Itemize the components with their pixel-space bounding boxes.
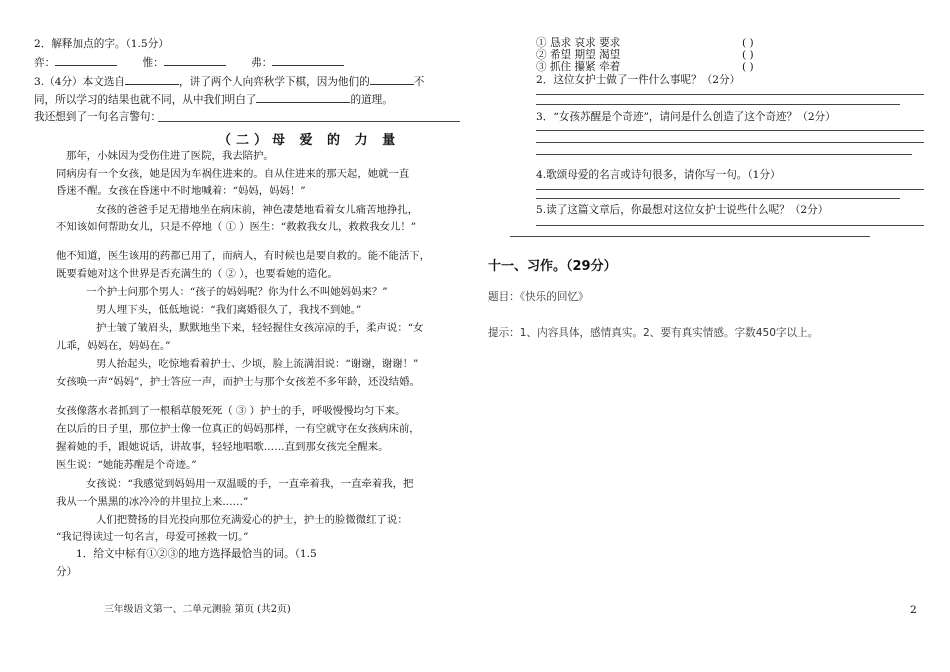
answer-blank-yi[interactable] bbox=[55, 55, 117, 66]
question-3-line1: 3.（4分）本文选自 ，讲了两个人向弈秋学下棋，因为他们的 不 bbox=[34, 76, 425, 88]
term-wei: 惟： bbox=[142, 57, 164, 69]
answer-line-quote[interactable] bbox=[158, 121, 460, 122]
passage-line: 女孩唤一声“妈妈”，护士答应一声，而护士与那个女孩差不多年龄，还没结婚。 bbox=[56, 376, 420, 388]
answer-blank-wei[interactable] bbox=[164, 55, 226, 66]
passage-line: 他不知道，医生该用的药都已用了，而病人，有时候也是要自救的。能不能活下， bbox=[56, 250, 431, 262]
answer-line[interactable] bbox=[536, 142, 924, 143]
passage-line: 女孩说：“我感觉到妈妈用一双温暖的手，一直牵着我，一直牵着我，把 bbox=[86, 478, 414, 490]
passage-line: 在以后的日子里，那位护士像一位真正的妈妈那样，一有空就守在女孩病床前， bbox=[56, 423, 420, 435]
answer-blank-fu[interactable] bbox=[272, 55, 344, 66]
page-number: 2 bbox=[910, 604, 917, 616]
right-question-4: 4.歌颂母爱的名言或诗句很多，请你写一句。（1分） bbox=[536, 169, 781, 181]
passage-title: （二）母 爱 的 力 量 bbox=[218, 133, 401, 148]
passage-line: 不知该如何帮助女儿，只是不停地（ ① ）医生：“救救我女儿，救救我女儿！” bbox=[56, 221, 417, 233]
passage-line: 一个护士问那个男人：“孩子的妈妈呢？你为什么不叫她妈妈来？” bbox=[86, 286, 388, 298]
page-footer: 三年级语文第一、二单元测验 第页 (共2页) bbox=[104, 604, 291, 615]
right-question-3: 3．“女孩苏醒是个奇迹”，请问是什么创造了这个奇迹？（2分） bbox=[536, 111, 836, 123]
question-2-heading: 2．解释加点的字。（1.5分） bbox=[34, 38, 169, 50]
passage-line: “我记得读过一句名言，母爱可拯救一切。” bbox=[56, 531, 249, 543]
term-yi: 弈： bbox=[34, 57, 56, 69]
right-question-2: 2．这位女护士做了一件什么事呢？（2分） bbox=[536, 74, 741, 86]
passage-line: 同病房有一个女孩，她是因为车祸住进来的。自从住进来的那天起，她就一直 bbox=[56, 168, 410, 180]
question-3-line3: 我还想到了一句名言警句： bbox=[34, 111, 162, 123]
passage-line: 男人埋下头，低低地说：“我们离婚很久了，我找不到她。” bbox=[96, 304, 362, 316]
answer-line[interactable] bbox=[536, 189, 924, 190]
passage-line: 男人抬起头，吃惊地看着护士、少顷，脸上流满泪说：“谢谢，谢谢！” bbox=[96, 358, 419, 370]
passage-line: 我从一个黑黑的冰冷冷的井里拉上来……” bbox=[56, 496, 249, 508]
right-question-5: 5.读了这篇文章后，你最想对这位女护士说些什么呢？（2分） bbox=[536, 204, 829, 216]
passage-line: 人们把赞扬的目光投向那位充满爱心的护士，护士的脸微微红了说： bbox=[96, 514, 408, 526]
passage-line: 护士皱了皱眉头，默默地坐下来，轻轻握住女孩凉凉的手，柔声说：“女 bbox=[96, 322, 424, 334]
answer-line[interactable] bbox=[536, 198, 900, 199]
composition-hint: 提示：1、内容具体，感情真实。2、要有真实情感。字数450字以上。 bbox=[488, 327, 819, 339]
passage-line: 女孩像落水者抓到了一根稻草般死死（ ③ ）护士的手，呼吸慢慢均匀下来。 bbox=[56, 405, 406, 417]
passage-line: 儿乖，妈妈在，妈妈在。” bbox=[56, 340, 171, 352]
answer-line[interactable] bbox=[536, 94, 924, 95]
question-2-terms bbox=[34, 55, 344, 70]
question-1-line2: 分） bbox=[56, 566, 78, 578]
option-answer-3[interactable]: ( ) bbox=[742, 61, 754, 73]
answer-blank-source[interactable] bbox=[125, 74, 179, 85]
composition-topic: 题目：《快乐的回忆》 bbox=[488, 291, 589, 303]
option-answer-2[interactable]: ( ) bbox=[742, 49, 754, 61]
passage-line: 既要看她对这个世界是否充满生的（ ② ），也要看她的造化。 bbox=[56, 268, 338, 280]
answer-line[interactable] bbox=[510, 236, 870, 237]
option-row-2: ② 希望 期望 渴望 bbox=[536, 49, 621, 61]
answer-blank-difference[interactable] bbox=[370, 74, 414, 85]
option-row-1: ① 恳求 哀求 要求 bbox=[536, 37, 621, 49]
answer-line[interactable] bbox=[536, 225, 924, 226]
passage-line: 昏迷不醒。女孩在昏迷中不时地喊着：“妈妈，妈妈！” bbox=[56, 185, 306, 197]
question-3-line2: 同，所以学习的结果也就不同，从中我们明白了 的道理。 bbox=[34, 94, 393, 106]
question-1-line1: 1．给文中标有①②③的地方选择最恰当的词。（1.5 bbox=[76, 548, 317, 560]
option-row-3: ③ 抓住 攥紧 牵着 bbox=[536, 61, 621, 73]
answer-line[interactable] bbox=[536, 104, 900, 105]
passage-line: 女孩的爸爸手足无措地坐在病床前，神色凄楚地看着女儿痛苦地挣扎， bbox=[96, 204, 419, 216]
answer-line[interactable] bbox=[536, 130, 924, 131]
passage-line: 那年，小妹因为受伤住进了医院，我去陪护。 bbox=[66, 150, 274, 162]
passage-line: 医生说：“她能苏醒是个奇迹。” bbox=[56, 459, 197, 471]
section-11-heading: 十一、习作。（29分） bbox=[488, 259, 617, 274]
answer-line[interactable] bbox=[536, 154, 912, 155]
term-fu: 弗： bbox=[251, 57, 273, 69]
option-answer-1[interactable]: ( ) bbox=[742, 37, 754, 49]
answer-blank-lesson[interactable] bbox=[256, 92, 350, 103]
passage-line: 握着她的手，跟她说话，讲故事，轻轻地唱歌……直到那女孩完全醒来。 bbox=[56, 441, 389, 453]
